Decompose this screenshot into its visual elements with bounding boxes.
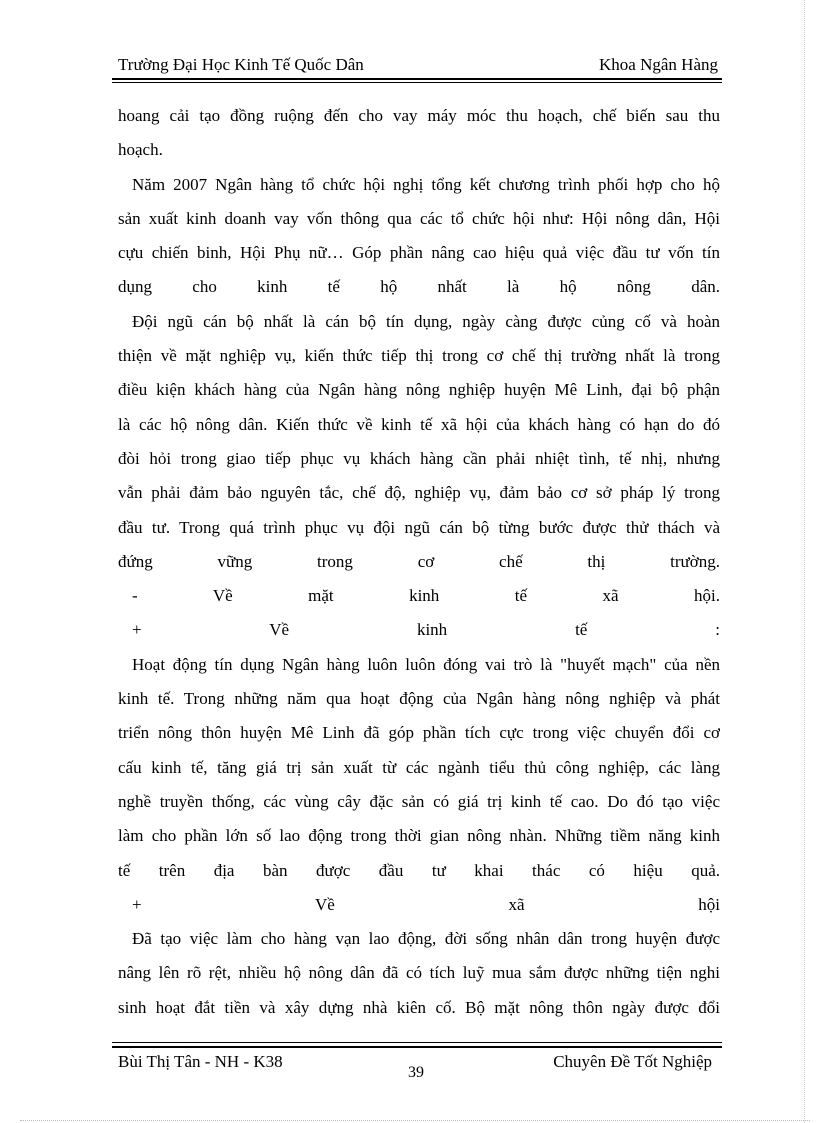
text-line: là các hộ nông dân. Kiến thức về kinh tế xã hội của khách hàng có hạn do đó: [118, 414, 720, 434]
text-line: sinh hoạt đắt tiền và xây dựng nhà kiên cố. Bộ mặt nông thôn ngày được đổi: [118, 997, 720, 1017]
text-line: + Về kinh tế :: [132, 620, 720, 640]
text-line: Hoạt động tín dụng Ngân hàng luôn luôn đóng vai trò là "huyết mạch" của nền: [132, 654, 720, 674]
footer-author: Bùi Thị Tân - NH - K38: [118, 1052, 283, 1071]
footer-document-type: Chuyên Đề Tốt Nghiệp: [553, 1052, 712, 1071]
header-divider: [112, 78, 722, 80]
text-line: Đã tạo việc làm cho hàng vạn lao động, đời sống nhân dân trong huyện được: [132, 929, 720, 949]
text-line: vẫn phải đảm bảo nguyên tắc, chế độ, nghiệp vụ, đảm bảo cơ sở pháp lý trong: [118, 483, 720, 503]
page-right-guide: [804, 0, 805, 1123]
text-line: tế trên địa bàn được đầu tư khai thác có hiệu quả.: [118, 860, 720, 880]
footer-divider: [112, 1046, 722, 1048]
text-line: kinh tế. Trong những năm qua hoạt động của Ngân hàng nông nghiệp và phát: [118, 689, 720, 709]
header-school-name: Trường Đại Học Kinh Tế Quốc Dân: [118, 55, 364, 74]
text-line: đòi hỏi trong giao tiếp phục vụ khách hàng cần phải nhiệt tình, tế nhị, nhưng: [118, 448, 720, 468]
text-line: nghề truyền thống, các vùng cây đặc sản có giá trị kinh tế cao. Do đó tạo việc: [118, 791, 720, 811]
body-text: [118, 99, 720, 1025]
text-line: làm cho phần lớn số lao động trong thời gian nông nhàn. Những tiềm năng kinh: [118, 826, 720, 846]
text-line: cựu chiến binh, Hội Phụ nữ… Góp phần nâng cao hiệu quả việc đầu tư vốn tín: [118, 243, 720, 263]
text-line: + Về xã hội: [132, 894, 720, 914]
page-header: [118, 52, 718, 78]
text-line: cấu kinh tế, tăng giá trị sản xuất từ các ngành tiểu thủ công nghiệp, các làng: [118, 757, 720, 777]
text-line: điều kiện khách hàng của Ngân hàng nông nghiệp huyện Mê Linh, đại bộ phận: [118, 380, 720, 400]
text-line: nâng lên rõ rệt, nhiều hộ nông dân đã có tích luỹ mua sắm được những tiện nghi: [118, 963, 720, 983]
text-line: hoang cải tạo đồng ruộng đến cho vay máy móc thu hoạch, chế biến sau thu: [118, 106, 720, 125]
text-line: hoạch.: [118, 140, 163, 160]
text-line: Năm 2007 Ngân hàng tổ chức hội nghị tổng kết chương trình phối hợp cho hộ: [132, 174, 720, 194]
text-line: triển nông thôn huyện Mê Linh đã góp phần tích cực trong việc chuyển đổi cơ: [118, 723, 720, 743]
page-footer: [118, 1050, 718, 1090]
page-number: 39: [408, 1064, 424, 1081]
text-line: đầu tư. Trong quá trình phục vụ đội ngũ cán bộ từng bước được thử thách và: [118, 517, 720, 537]
header-divider-thin: [112, 82, 722, 83]
text-line: đứng vững trong cơ chế thị trường.: [118, 551, 720, 571]
footer-divider-thin: [112, 1042, 722, 1043]
text-line: - Về mặt kinh tế xã hội.: [132, 586, 720, 606]
text-line: thiện về mặt nghiệp vụ, kiến thức tiếp thị trong cơ chế thị trường nhất là trong: [118, 346, 720, 366]
text-line: dụng cho kinh tế hộ nhất là hộ nông dân.: [118, 277, 720, 297]
header-faculty-name: Khoa Ngân Hàng: [599, 55, 718, 74]
page-bottom-guide: [20, 1120, 810, 1121]
text-line: sản xuất kinh doanh vay vốn thông qua các tổ chức hội như: Hội nông dân, Hội: [118, 208, 720, 228]
text-line: Đội ngũ cán bộ nhất là cán bộ tín dụng, ngày càng được củng cố và hoàn: [132, 311, 720, 331]
